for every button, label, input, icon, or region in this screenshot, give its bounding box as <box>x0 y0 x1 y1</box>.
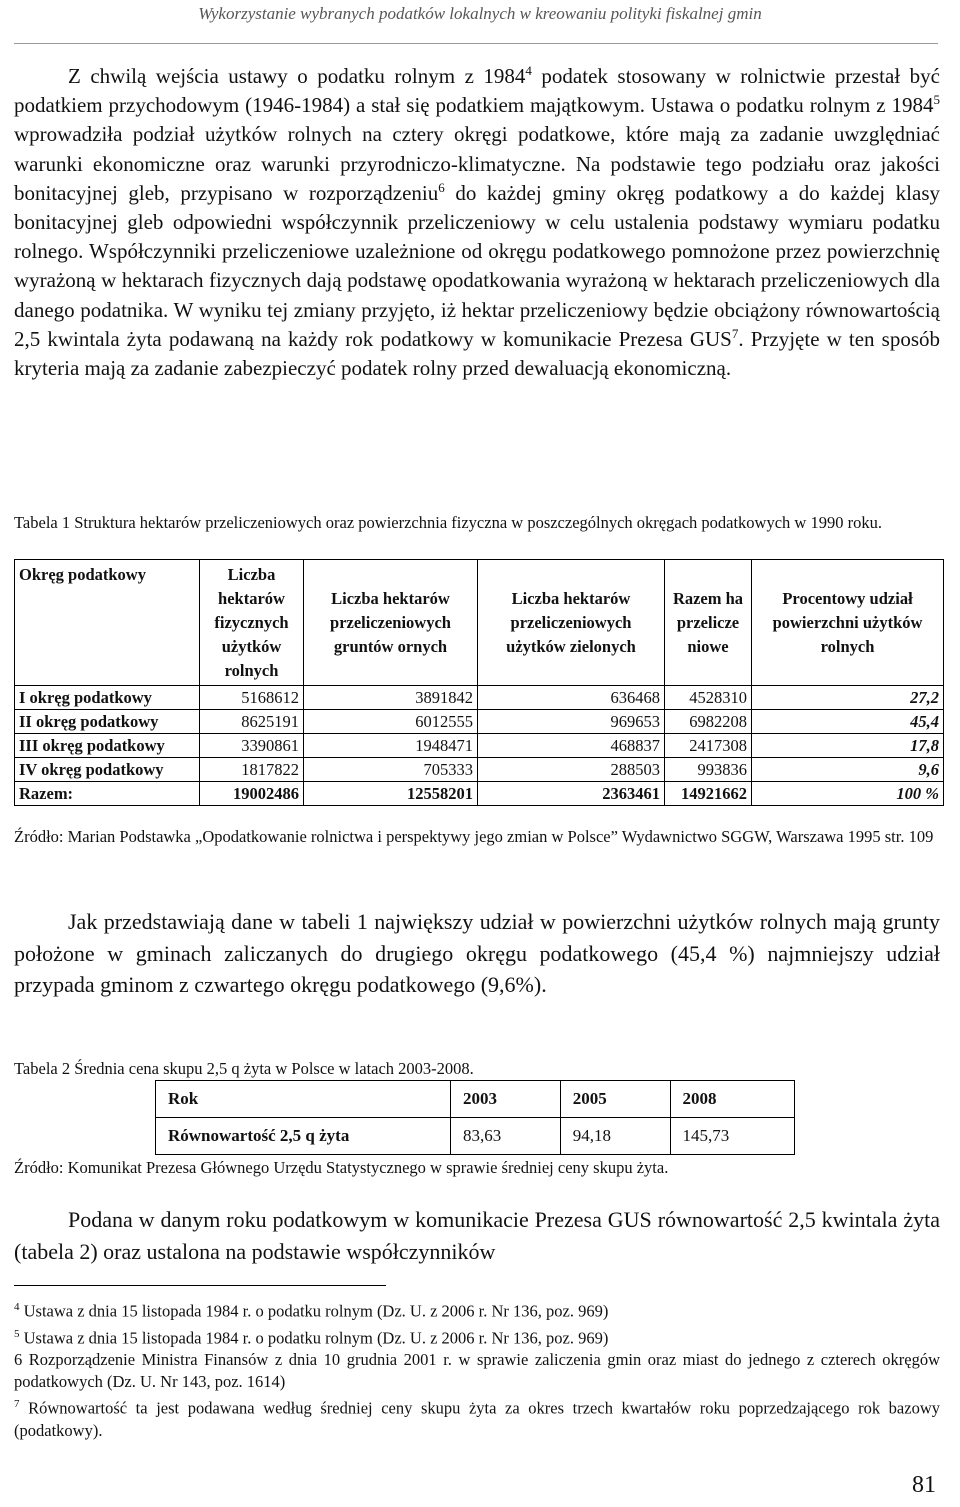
row-label-cell: Rok <box>156 1081 451 1118</box>
footnote-text: Ustawa z dnia 15 listopada 1984 r. o podatku rolnym (Dz. U. z 2006 r. Nr 136, poz. 969) <box>19 1328 609 1347</box>
paragraph-text: Z chwilą wejścia ustawy o podatku rolnym z 1984 <box>68 64 526 88</box>
percent-cell: 100 % <box>752 782 944 806</box>
table-row <box>15 758 944 782</box>
table-cell: 14921662 <box>665 782 752 806</box>
tax-district-table <box>14 559 944 806</box>
paragraph-tax-history <box>14 62 940 383</box>
table-cell: 94,18 <box>560 1118 670 1155</box>
table-row <box>15 734 944 758</box>
footnote-ref[interactable]: 6 <box>438 179 445 195</box>
column-header: Okręg podatkowy <box>15 560 200 686</box>
paragraph-text: wprowadziła podział użytków rolnych na cztery okręgi podatkowe, które mają za zadanie uwzględniać warunki ekonomiczne oraz warunki przyrodniczo-klimatyczne. Na podstawie tego podziału oraz jakości bonitacyjnej gleb, przypisano w rozporządzeniu <box>14 122 940 205</box>
table-cell: 6982208 <box>665 710 752 734</box>
total-label-cell: Razem: <box>15 782 200 806</box>
footnote <box>14 1296 940 1323</box>
table2-caption: Tabela 2 Średnia cena skupu 2,5 q żyta w Polsce w latach 2003-2008. <box>14 1059 474 1078</box>
table-cell: 1817822 <box>200 758 304 782</box>
district-cell: I okręg podatkowy <box>15 686 200 710</box>
column-header: Razem ha przelicze niowe <box>665 560 752 686</box>
table-cell: 1948471 <box>304 734 478 758</box>
table-cell: 969653 <box>478 710 665 734</box>
table-cell: 2417308 <box>665 734 752 758</box>
percent-cell: 17,8 <box>752 734 944 758</box>
rye-price-table <box>155 1080 795 1155</box>
footnote-number: 7 <box>14 1398 20 1410</box>
paragraph-table1-analysis <box>14 906 940 1001</box>
table-cell: 636468 <box>478 686 665 710</box>
footnote-ref[interactable]: 7 <box>731 325 739 341</box>
table-cell: 8625191 <box>200 710 304 734</box>
footnote-number: 6 <box>14 1350 23 1369</box>
district-cell: III okręg podatkowy <box>15 734 200 758</box>
footnote-number: 5 <box>14 1327 20 1340</box>
table-cell: 2363461 <box>478 782 665 806</box>
table-cell: 145,73 <box>670 1118 795 1155</box>
paragraph-text: Jak przedstawiają dane w tabeli 1 największy udział w powierzchni użytków rolnych mają grunty położone w gminach zaliczanych do drugiego okręgu podatkowego (45,4 %) najmniejszy udział przypada gminom z czwartego okręgu podatkowego (9,6%). <box>14 909 940 997</box>
table-cell: 83,63 <box>451 1118 561 1155</box>
table-cell: 6012555 <box>304 710 478 734</box>
district-cell: II okręg podatkowy <box>15 710 200 734</box>
column-header: Procentowy udział powierzchni użytków rolnych <box>752 560 944 686</box>
column-header: Liczba hektarów przeliczeniowych użytków zielonych <box>478 560 665 686</box>
footnote-ref[interactable]: 4 <box>525 63 532 78</box>
paragraph-text: Podana w danym roku podatkowym w komunikacie Prezesa GUS równowartość 2,5 kwintala żyta (tabela 2) oraz ustalona na podstawie współczynników <box>14 1207 940 1264</box>
table-row <box>15 686 944 710</box>
table-row <box>15 710 944 734</box>
footnotes <box>14 1296 940 1442</box>
table-row <box>156 1081 795 1118</box>
column-header: Liczba hektarów fizycznych użytków rolnych <box>200 560 304 686</box>
header-divider <box>14 43 938 44</box>
footnote-text: Równowartość ta jest podawana według średniej ceny skupu żyta za okres trzech kwartałów roku poprzedzającego rok bazowy (podatkowy). <box>14 1398 940 1440</box>
footnote-text: Rozporządzenie Ministra Finansów z dnia 10 grudnia 2001 r. w sprawie zaliczenia gmin oraz miast do jednego z czterech okręgów podatkowych (Dz. U. Nr 143, poz. 1614) <box>14 1350 940 1391</box>
table-cell: 288503 <box>478 758 665 782</box>
running-header: Wykorzystanie wybranych podatków lokalnych w kreowaniu polityki fiskalnej gmin <box>198 4 762 23</box>
footnote <box>14 1349 940 1393</box>
footnote-divider <box>14 1285 386 1286</box>
page-number: 81 <box>912 1472 936 1498</box>
table-cell: 3390861 <box>200 734 304 758</box>
paragraph-text: do każdej gminy okręg podatkowy a do każdej klasy bonitacyjnej gleb odpowiedni współczynnik przeliczeniowy w celu ustalenia podstawy wymiaru podatku rolnego. Współczynniki przeliczeniowe uzależnione od okręgu podatkowego pomnożone przez powierzchnię wyrażoną w hektarach fizycznych dają podstawę opodatkowania wyrażoną w hektarach przeliczeniowych dla danego podatnika. W wyniku tej zmiany przyjęto, iż hektar przeliczeniowy będzie obciążony równowartością 2,5 kwintala żyta podawaną na każdy rok podatkowy w komunikacie Prezesa GUS <box>14 180 940 351</box>
table-header-row <box>15 560 944 686</box>
table-cell: 705333 <box>304 758 478 782</box>
district-cell: IV okręg podatkowy <box>15 758 200 782</box>
table-cell: 19002486 <box>200 782 304 806</box>
year-cell: 2008 <box>670 1081 795 1118</box>
table1-source: Źródło: Marian Podstawka „Opodatkowanie rolnictwa i perspektywy jego zmian w Polsce” Wydawnictwo SGGW, Warszawa 1995 str. 109 <box>14 827 934 846</box>
table-cell: 993836 <box>665 758 752 782</box>
footnote-number: 4 <box>14 1301 20 1313</box>
paragraph-text: . Przyjęte w ten sposób kryteria mają za zadanie zabezpieczyć podatek rolny przed dewaluacją ekonomiczną. <box>14 326 940 381</box>
year-cell: 2005 <box>560 1081 670 1118</box>
paragraph-text: podatek stosowany w rolnictwie przestał być podatkiem przychodowym (1946-1984) a stał się podatkiem majątkowym. Ustawa o podatku rolnym z 1984 <box>14 64 940 118</box>
percent-cell: 27,2 <box>752 686 944 710</box>
table-cell: 12558201 <box>304 782 478 806</box>
table-row <box>156 1118 795 1155</box>
year-cell: 2003 <box>451 1081 561 1118</box>
table-cell: 468837 <box>478 734 665 758</box>
paragraph-continuation <box>14 1204 940 1268</box>
table1-caption: Tabela 1 Struktura hektarów przeliczeniowych oraz powierzchnia fizyczna w poszczególnych okręgach podatkowych w 1990 roku. <box>14 513 882 532</box>
table-total-row <box>15 782 944 806</box>
row-label-cell: Równowartość 2,5 q żyta <box>156 1118 451 1155</box>
footnote-ref[interactable]: 5 <box>933 92 940 108</box>
table-cell: 4528310 <box>665 686 752 710</box>
percent-cell: 45,4 <box>752 710 944 734</box>
footnote <box>14 1393 940 1442</box>
footnote-text: Ustawa z dnia 15 listopada 1984 r. o podatku rolnym (Dz. U. z 2006 r. Nr 136, poz. 969) <box>19 1301 609 1321</box>
footnote <box>14 1323 940 1350</box>
percent-cell: 9,6 <box>752 758 944 782</box>
column-header: Liczba hektarów przeliczeniowych gruntów ornych <box>304 560 478 686</box>
table-cell: 5168612 <box>200 686 304 710</box>
table-cell: 3891842 <box>304 686 478 710</box>
table2-source: Źródło: Komunikat Prezesa Głównego Urzędu Statystycznego w sprawie średniej ceny skupu żyta. <box>14 1158 669 1177</box>
